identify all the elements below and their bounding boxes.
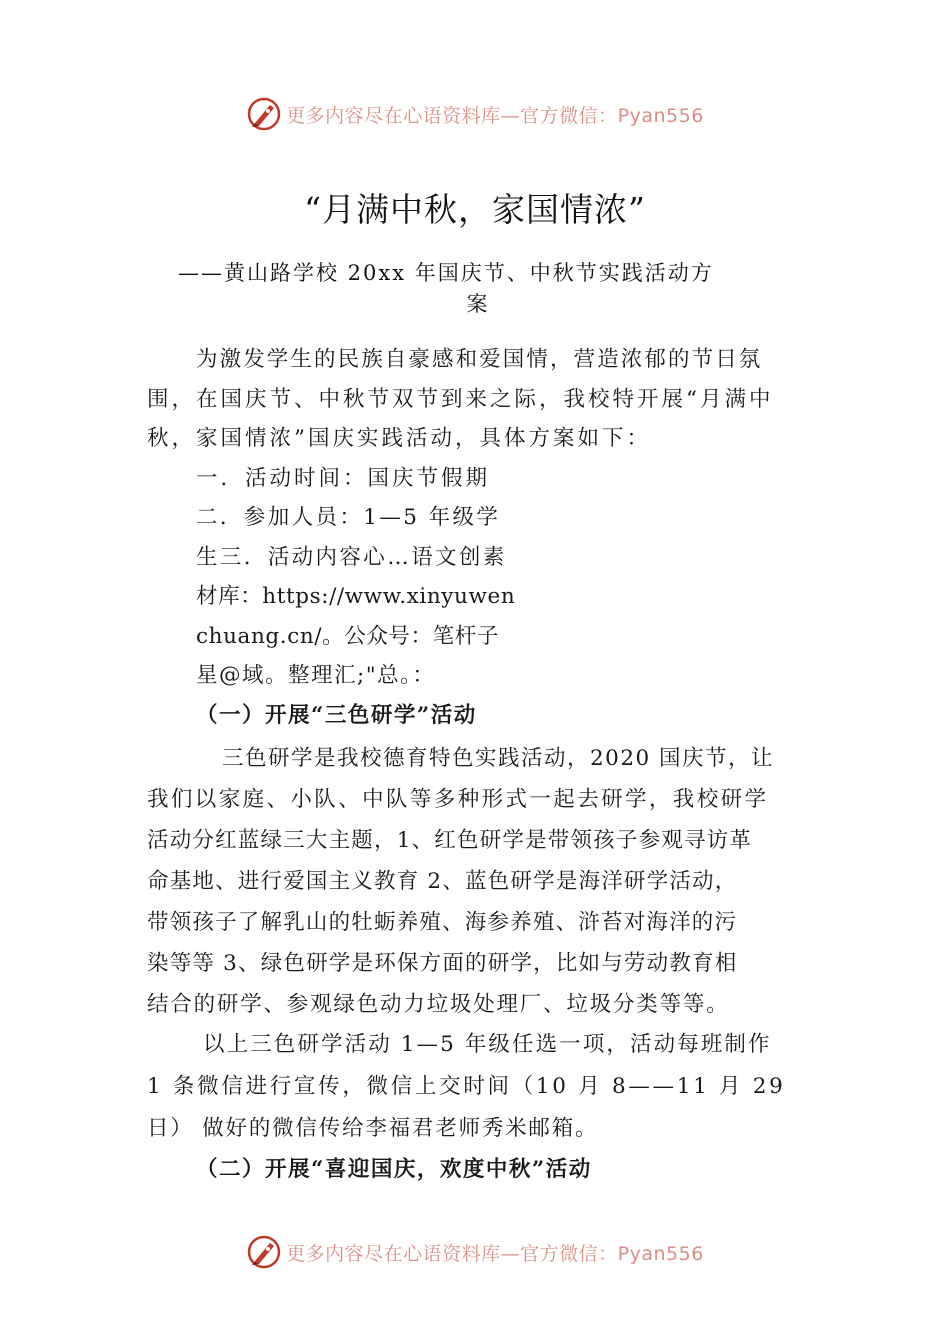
pen-logo-icon (246, 96, 282, 132)
paragraph-line: 围，在国庆节、中秋节双节到来之际，我校特开展“月满中 (147, 387, 774, 412)
paragraph-line: 我们以家庭、小队、中队等多种形式一起去研学，我校研学 (147, 787, 769, 812)
paragraph-line: chuang.cn/。公众号：笔杆子 (196, 624, 499, 649)
paragraph-line: 为激发学生的民族自豪感和爱国情，营造浓郁的节日氛 (196, 347, 763, 372)
watermark-text: 更多内容尽在心语资料库—官方微信：Pyan556 (286, 104, 704, 127)
watermark-banner-top (0, 92, 950, 136)
subtitle-line-1: ——黄山路学校 20xx 年国庆节、中秋节实践活动方 (178, 261, 714, 285)
document-title: “月满中秋，家国情浓” (304, 190, 646, 229)
paragraph-line: 活动分红蓝绿三大主题，1、红色研学是带领孩子参观寻访革 (147, 828, 753, 853)
paragraph-line: 星@域。整理汇;"总。： (196, 663, 436, 688)
paragraph-line: 以上三色研学活动 1—5 年级任选一项，活动每班制作 (203, 1032, 772, 1057)
list-item-participants: 二．参加人员：1—5 年级学 (196, 505, 501, 530)
section-heading-2: （二）开展“喜迎国庆，欢度中秋”活动 (196, 1157, 592, 1182)
watermark-text: 更多内容尽在心语资料库—官方微信：Pyan556 (286, 1242, 704, 1265)
paragraph-line: 日） 做好的微信传给李福君老师秀米邮箱。 (147, 1116, 599, 1141)
paragraph-line: 材库：https://www.xinyuwen (196, 584, 516, 609)
paragraph-line: 染等等 3、绿色研学是环保方面的研学，比如与劳动教育相 (147, 951, 738, 976)
list-item-content: 生三．活动内容心…语文创素 (196, 545, 507, 570)
watermark-banner-bottom (0, 1230, 950, 1274)
list-item-time: 一．活动时间：国庆节假期 (196, 466, 491, 491)
subtitle-line-2: 案 (466, 292, 490, 316)
pen-logo-icon (246, 1234, 282, 1270)
document-subtitle (178, 258, 778, 320)
paragraph-line: 三色研学是我校德育特色实践活动，2020 国庆节，让 (222, 746, 775, 771)
section-heading-1: （一）开展“三色研学”活动 (196, 703, 477, 728)
paragraph-line: 结合的研学、参观绿色动力垃圾处理厂、垃圾分类等等。 (147, 992, 730, 1017)
paragraph-line: 命基地、进行爱国主义教育 2、蓝色研学是海洋研学活动， (147, 869, 738, 894)
paragraph-line: 带领孩子了解乳山的牡蛎养殖、海参养殖、浒苔对海洋的污 (147, 910, 738, 935)
paragraph-line: 秋，家国情浓”国庆实践活动，具体方案如下： (147, 426, 651, 451)
paragraph-line: 1 条微信进行宣传，微信上交时间（10 月 8——11 月 29 (147, 1074, 786, 1099)
